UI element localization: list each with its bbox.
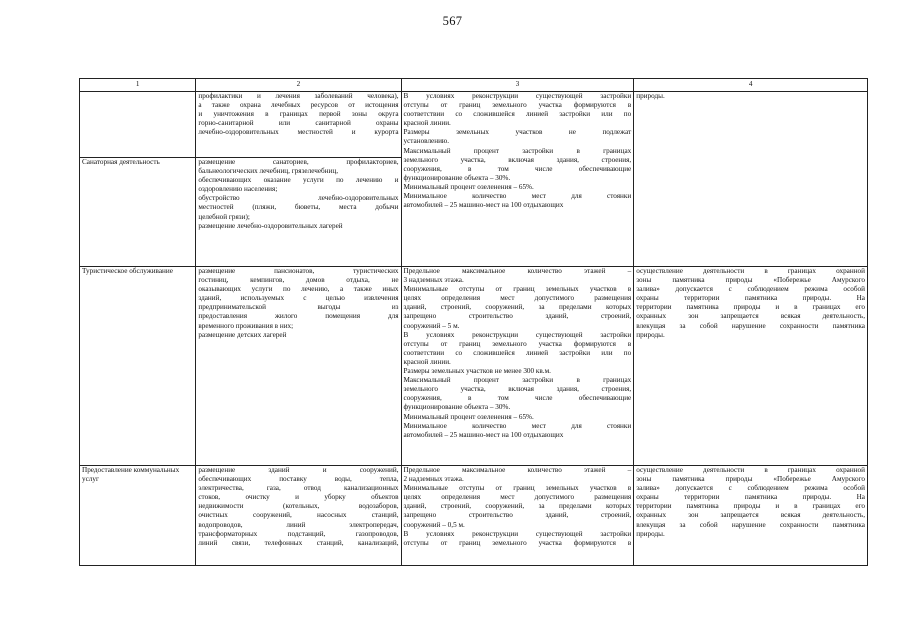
text-line: оказывающих услуги по лечению, а также иных [198, 285, 399, 294]
text-line: стоков, очистку и уборку объектов [198, 493, 399, 502]
parameters-cell [401, 92, 634, 267]
use-name-cell: Санаторная деятельность [80, 158, 196, 267]
text-line: территории памятника природы и в границах его [636, 303, 865, 312]
text-line: В условиях реконструкции существующей застройки [403, 92, 632, 100]
text-line: зоны памятника природы «Побережье Амурского [636, 475, 865, 484]
text-line: размещение санаториев, профилакториев, [198, 158, 399, 166]
text-line: электричества, газа, отвод канализационных [198, 484, 399, 493]
text-line: запрещено строительство зданий, строений, [403, 312, 632, 321]
text-line: В условиях реконструкции существующей застройки [403, 529, 632, 538]
text-line: Минимальный процент озеленения – 65%. [403, 412, 534, 421]
column-number: 2 [196, 79, 401, 92]
text-line: Максимальный процент застройки в границах [403, 376, 632, 385]
text-line: обеспечивающих поставку воды, тепла, [198, 475, 399, 484]
text-line: отступы от границ земельного участка формируются в [403, 339, 632, 348]
text-line: залива» допускается с соблюдением режима особой [636, 285, 865, 294]
text-line: размещение пансионатов, туристических [198, 267, 399, 275]
text-line: Минимальные отступы от границ земельных участков в [403, 285, 632, 294]
parameters-cell [401, 267, 634, 466]
text-line: функционирование объекта – 30%. [403, 173, 511, 182]
text-line: природы. [636, 330, 665, 339]
text-line: соответствии со сложившейся линией застройки или по [403, 348, 632, 357]
text-line: обустройство лечебно-оздоровительных [198, 194, 399, 203]
restrictions-cell [634, 466, 868, 566]
text-line: Максимальный процент застройки в границах [403, 146, 632, 155]
text-line: природы. [636, 92, 665, 100]
text-line: а также охрана лечебных ресурсов от истощения [198, 101, 399, 110]
text-line: отступы от границ земельного участка формируются в [403, 538, 632, 547]
use-description-cell [196, 92, 401, 158]
text-line: В условиях реконструкции существующей застройки [403, 330, 632, 339]
text-line: зоны памятника природы «Побережье Амурского [636, 276, 865, 285]
text-line: Минимальное количество мест для стоянки [403, 421, 632, 430]
text-line: земельного участка, включая здания, строения, [403, 385, 632, 394]
column-number: 3 [401, 79, 634, 92]
text-line: охраны территории памятника природы. На [636, 294, 865, 303]
zoning-table [79, 78, 868, 566]
text-line: недвижимости (котельных, водозаборов, [198, 502, 399, 511]
text-line: залива» допускается с соблюдением режима особой [636, 484, 865, 493]
text-line: гостиниц, кемпингов, домов отдыха, не [198, 276, 399, 285]
column-number: 4 [634, 79, 868, 92]
text-line: целях определения мест допустимого размещения [403, 294, 632, 303]
text-line: обеспечивающих оказание услуги по лечению и [198, 176, 399, 185]
text-line: сооружений – 0,5 м. [403, 520, 465, 529]
column-number-row [80, 79, 868, 92]
text-line: размещение лечебно-оздоровительных лагерей [198, 221, 343, 230]
text-line: функционирование объекта – 30%. [403, 403, 511, 412]
table-row [80, 267, 868, 466]
table-row [80, 92, 868, 158]
text-line: влекущая за собой нарушение сохранности памятника [636, 321, 865, 330]
text-line: предпринимательской выгоды из [198, 303, 399, 312]
use-name-cell: Туристическое обслуживание [80, 267, 196, 466]
text-line: горно-санитарной или санитарной охраны [198, 119, 399, 128]
text-line: Минимальный процент озеленения – 65%. [403, 182, 534, 191]
text-line: размещение детских лагерей [198, 330, 287, 339]
text-line: земельного участка, включая здания, строения, [403, 155, 632, 164]
text-line: бальнеологических лечебниц, грязелечебниц, [198, 167, 339, 176]
text-line: влекущая за собой нарушение сохранности памятника [636, 520, 865, 529]
text-line: местностей (пляжи, бюветы, места добычи [198, 203, 399, 212]
text-line: запрещено строительство зданий, строений, [403, 511, 632, 520]
parameters-cell [401, 466, 634, 566]
text-line: трансформаторных подстанций, газопроводов, [198, 529, 399, 538]
column-number: 1 [80, 79, 196, 92]
text-line: автомобилей – 25 машино-мест на 100 отдыхающих [403, 201, 564, 210]
text-line: сооружения, в том числе обеспечивающие [403, 164, 632, 173]
text-line: Предельное максимальное количество этажей – [403, 466, 632, 474]
text-line: Минимальное количество мест для стоянки [403, 192, 632, 201]
text-line: красной линии. [403, 119, 451, 128]
text-line: зданий, строений, сооружений, за пределами которых [403, 502, 632, 511]
text-line: Размеры земельных участков не менее 300 кв.м. [403, 367, 551, 376]
text-line: Предельное максимальное количество этажей – [403, 267, 632, 275]
use-description-cell [196, 466, 401, 566]
text-line: охраны территории памятника природы. На [636, 493, 865, 502]
text-line: зданий, строений, сооружений, за пределами которых [403, 303, 632, 312]
page-number: 567 [442, 14, 463, 28]
text-line: Минимальные отступы от границ земельных участков в [403, 484, 632, 493]
text-line: соответствии со сложившейся линией застройки или по [403, 110, 632, 119]
text-line: временного проживания в них; [198, 321, 294, 330]
text-line: 2 надземных этажа. [403, 475, 464, 484]
text-line: установлению. [403, 137, 450, 146]
text-line: Размеры земельных участков не подлежат [403, 128, 632, 137]
text-line: сооружений – 5 м. [403, 321, 460, 330]
use-description-cell [196, 267, 401, 466]
text-line: и уничтожения в границах первой зоны округа [198, 110, 399, 119]
text-line: автомобилей – 25 машино-мест на 100 отдыхающих [403, 430, 564, 439]
text-line: целебной грязи); [198, 212, 250, 221]
use-name-cell [80, 92, 196, 158]
text-line: лечебно-оздоровительных местностей и курорта [198, 128, 399, 137]
text-line: осуществление деятельности в границах охранной [636, 466, 865, 474]
use-name-cell: Предоставление коммунальных услуг [80, 466, 196, 566]
text-line: линий связи, телефонных станций, канализаций, [198, 538, 399, 547]
text-line: природы. [636, 529, 665, 538]
use-description-cell [196, 158, 401, 267]
text-line: профилактики и лечения заболеваний человека), [198, 92, 399, 100]
text-line: зданий, используемых с целью извлечения [198, 294, 399, 303]
text-line: отступы от границ земельного участка формируются в [403, 101, 632, 110]
text-line: размещение зданий и сооружений, [198, 466, 399, 474]
text-line: сооружения, в том числе обеспечивающие [403, 394, 632, 403]
text-line: осуществление деятельности в границах охранной [636, 267, 865, 275]
table-row [80, 466, 868, 566]
text-line: оздоровлению населения; [198, 185, 278, 194]
text-line: территории памятника природы и в границах его [636, 502, 865, 511]
text-line: охранных зон запрещается всякая деятельность, [636, 312, 865, 321]
text-line: очистных сооружений, насосных станций, [198, 511, 399, 520]
restrictions-cell [634, 267, 868, 466]
text-line: водопроводов, линий электропередач, [198, 520, 399, 529]
text-line: предоставления жилого помещения для [198, 312, 399, 321]
text-line: красной линии. [403, 357, 451, 366]
text-line: целях определения мест допустимого размещения [403, 493, 632, 502]
text-line: охранных зон запрещается всякая деятельность, [636, 511, 865, 520]
text-line: 3 надземных этажа. [403, 276, 464, 285]
restrictions-cell [634, 92, 868, 267]
